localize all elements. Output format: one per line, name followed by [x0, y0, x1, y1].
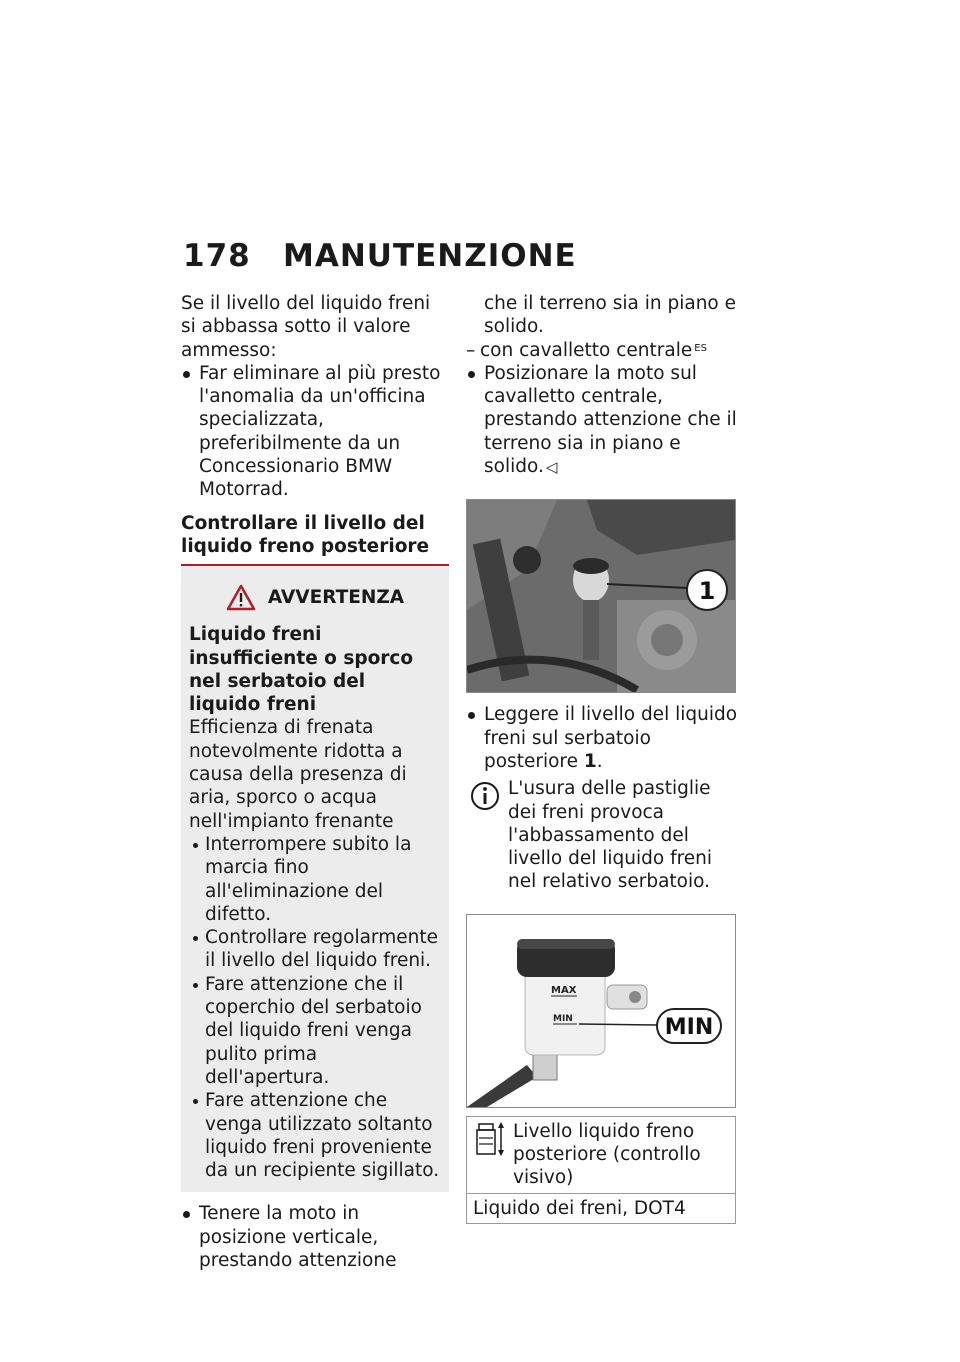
- option-text: con cavalletto centrale: [480, 339, 693, 361]
- left-column: [181, 292, 449, 1272]
- end-mark: ◁: [545, 458, 558, 477]
- warning-header: [189, 584, 441, 611]
- list-item: Far eliminare al più presto l'anomalia da un'officina specializzata, preferibilmente da un Concessionario BMW Motorrad.: [181, 362, 449, 502]
- warning-item: Controllare regolarmente il livello del liquido freni.: [189, 926, 441, 973]
- warning-body: Efficienza di frenata notevolmente ridotta a causa della presenza di aria, sporco o acqua nell'impianto frenante: [189, 717, 407, 832]
- list-item-text: Posizionare la moto sul cavalletto centrale, prestando attenzione che il terreno sia in piano e solido.: [484, 362, 737, 478]
- min-mark-label: MIN: [553, 1013, 573, 1024]
- warning-item: Fare attenzione che venga utilizzato soltanto liquido freni proveniente da un recipiente sigillato.: [189, 1089, 441, 1182]
- spec-value: Liquido dei freni, DOT4: [467, 1193, 736, 1223]
- option-line: [466, 339, 738, 362]
- max-mark-label: MAX: [551, 984, 577, 996]
- warning-box: [181, 566, 449, 1192]
- rear-reservoir-photo: [466, 499, 736, 693]
- reservoir-level-illustration: [467, 915, 735, 1107]
- list-item: Tenere la moto in posizione verticale, prestando attenzione: [181, 1202, 449, 1272]
- list-item: [466, 362, 738, 479]
- option-superscript: ES: [694, 342, 707, 354]
- right-column: [466, 292, 738, 1224]
- reference-number: 1: [583, 750, 597, 772]
- warning-label: AVVERTENZA: [267, 587, 405, 609]
- page-header: [183, 238, 577, 274]
- rear-reservoir-illustration: [467, 500, 735, 692]
- list-item: [466, 703, 738, 773]
- intro-paragraph: Se il livello del liquido freni si abbassa sotto il valore ammesso:: [181, 293, 431, 361]
- page-number: 178: [183, 238, 251, 274]
- reservoir-level-photo: [466, 914, 736, 1108]
- info-note: [466, 777, 738, 893]
- warning-item: Interrompere subito la marcia fino all'eliminazione del difetto.: [189, 833, 441, 926]
- list-item-text: Leggere il livello del liquido freni sul serbatoio posteriore: [484, 704, 738, 772]
- fluid-level-icon: [473, 1120, 507, 1160]
- photo-callout-number: 1: [698, 577, 716, 606]
- min-callout: MIN: [664, 1014, 714, 1040]
- warning-triangle-icon: [226, 584, 256, 611]
- note-text: L'usura delle pastiglie dei freni provoca l'abbassamento del livello del liquido freni nel relativo serbatoio.: [508, 778, 713, 893]
- list-item-end: .: [596, 750, 603, 772]
- info-icon: [470, 781, 500, 811]
- spec-table: [466, 1116, 736, 1224]
- warning-item: Fare attenzione che il coperchio del serbatoio del liquido freni venga pulito prima dell'apertura.: [189, 973, 441, 1089]
- continuation-text: che il terreno sia in piano e solido.: [484, 293, 737, 338]
- warning-headline: Liquido freni insufficiente o sporco nel serbatoio del liquido freni: [189, 624, 414, 716]
- spec-title: Livello liquido freno posteriore (controllo visivo): [513, 1120, 701, 1189]
- page-title: MANUTENZIONE: [283, 238, 577, 274]
- section-title: Controllare il livello del liquido freno posteriore: [181, 512, 449, 567]
- spec-title-cell: [467, 1116, 736, 1193]
